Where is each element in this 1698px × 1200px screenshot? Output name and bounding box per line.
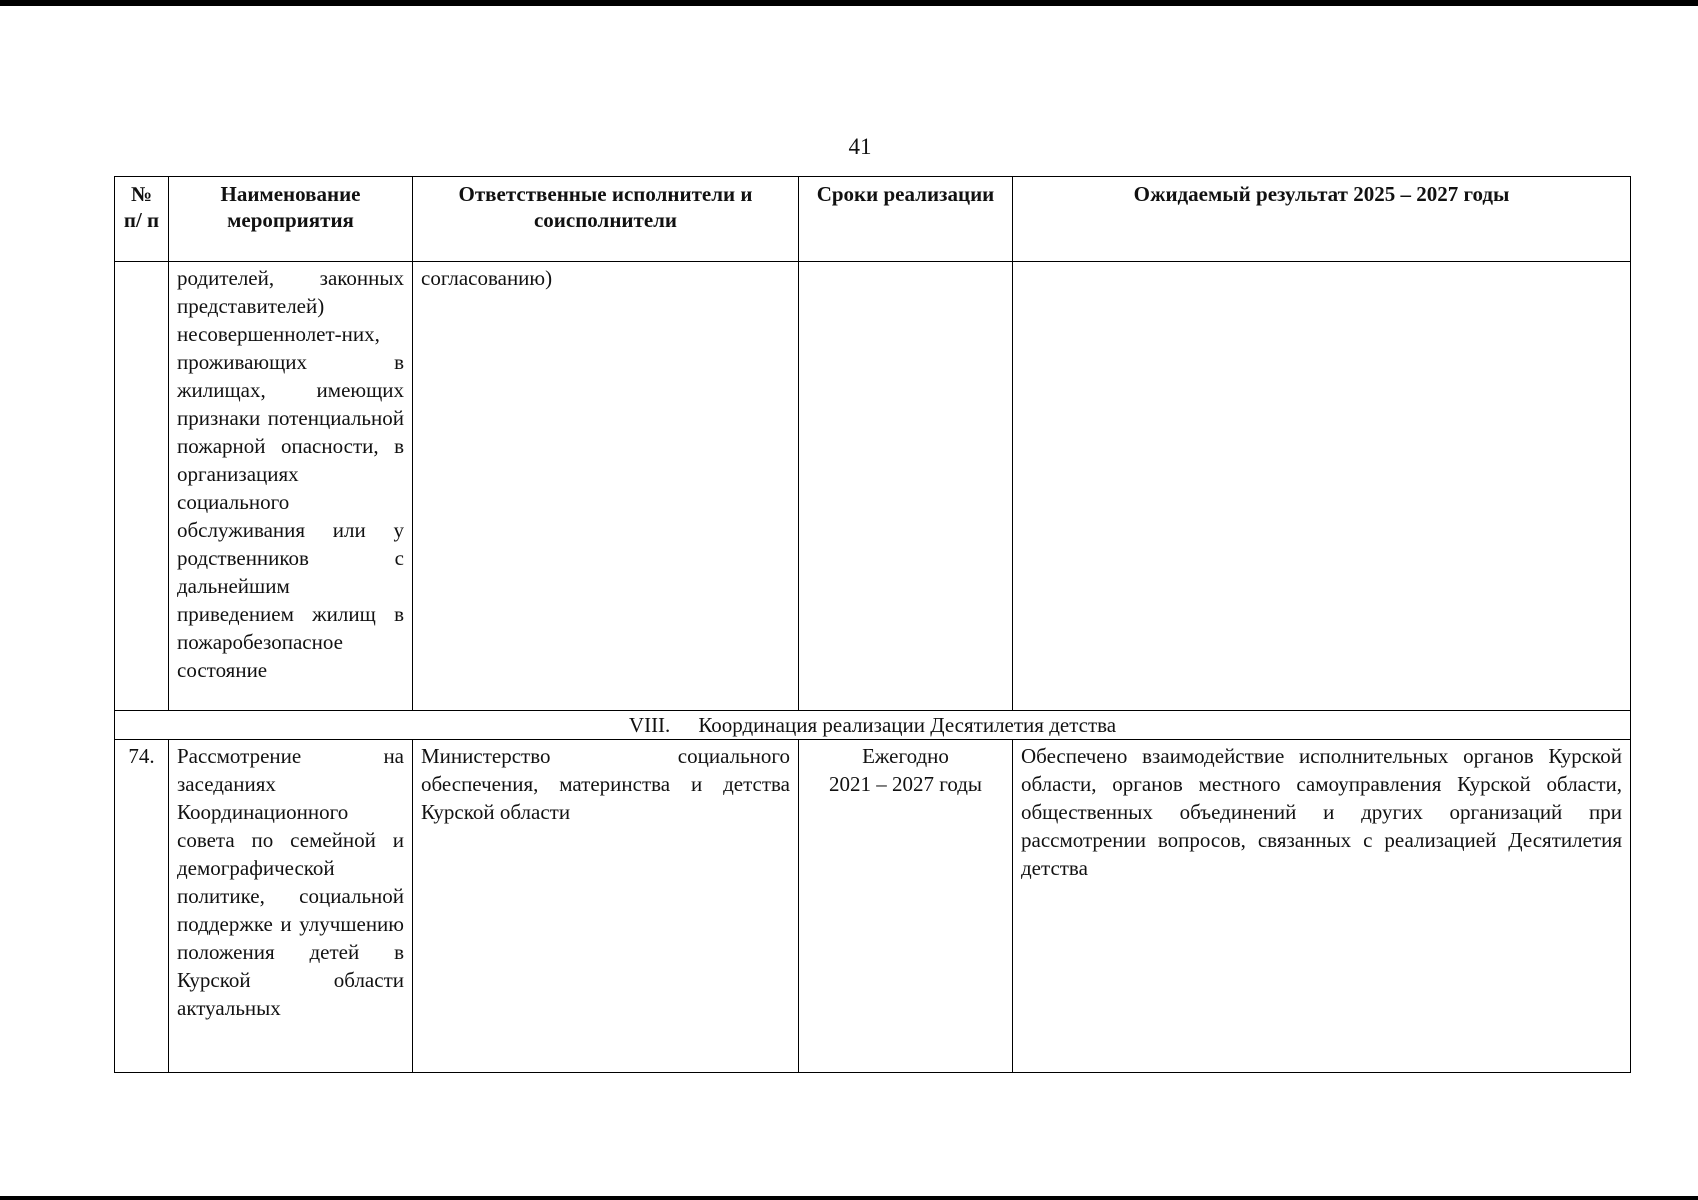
cell-expected-result: Обеспечено взаимодействие исполнительных органов Курской области, органов местного самоуправления Курской области, общественных объединений и других организаций при рассмотрении вопросов, связанных с реализацией Десятилетия детства — [1013, 740, 1631, 1073]
header-activity-name: Наименование мероприятия — [169, 177, 413, 262]
cell-terms — [799, 740, 1013, 1073]
header-terms: Сроки реализации — [799, 177, 1013, 262]
cell-executors: Министерство социального обеспечения, материнства и детства Курской области — [413, 740, 799, 1073]
header-number: № п/ п — [115, 177, 169, 262]
header-expected-result: Ожидаемый результат 2025 – 2027 годы — [1013, 177, 1631, 262]
cell-executors: согласованию) — [413, 262, 799, 711]
section-heading-row — [115, 711, 1631, 740]
cell-activity-name: Рассмотрение на заседаниях Координационного совета по семейной и демографической политике, социальной поддержке и улучшению положения детей в Курской области актуальных — [169, 740, 413, 1073]
cell-activity-name: родителей, законных представителей) несовершеннолет-них, проживающих в жилищах, имеющих признаки потенциальной пожарной опасности, в организациях социального обслуживания или у родственников с дальнейшим приведением жилищ в пожаробезопасное состояние — [169, 262, 413, 711]
terms-frequency: Ежегодно — [862, 744, 949, 768]
section-number: VIII. — [628, 713, 671, 737]
cell-number — [115, 262, 169, 711]
scan-bottom-edge — [0, 1196, 1698, 1200]
header-executors: Ответственные исполнители и соисполнители — [413, 177, 799, 262]
table-row-74 — [115, 740, 1631, 1073]
table-row-continuation — [115, 262, 1631, 711]
scan-top-edge — [0, 0, 1698, 6]
action-plan-table — [114, 176, 1631, 1073]
table-header-row — [115, 177, 1631, 262]
section-heading — [115, 711, 1631, 740]
section-title: Координация реализации Десятилетия детства — [698, 713, 1117, 737]
terms-period: 2021 – 2027 годы — [828, 772, 983, 796]
cell-number: 74. — [115, 740, 169, 1073]
page-number: 41 — [848, 134, 872, 159]
cell-expected-result — [1013, 262, 1631, 711]
cell-terms — [799, 262, 1013, 711]
